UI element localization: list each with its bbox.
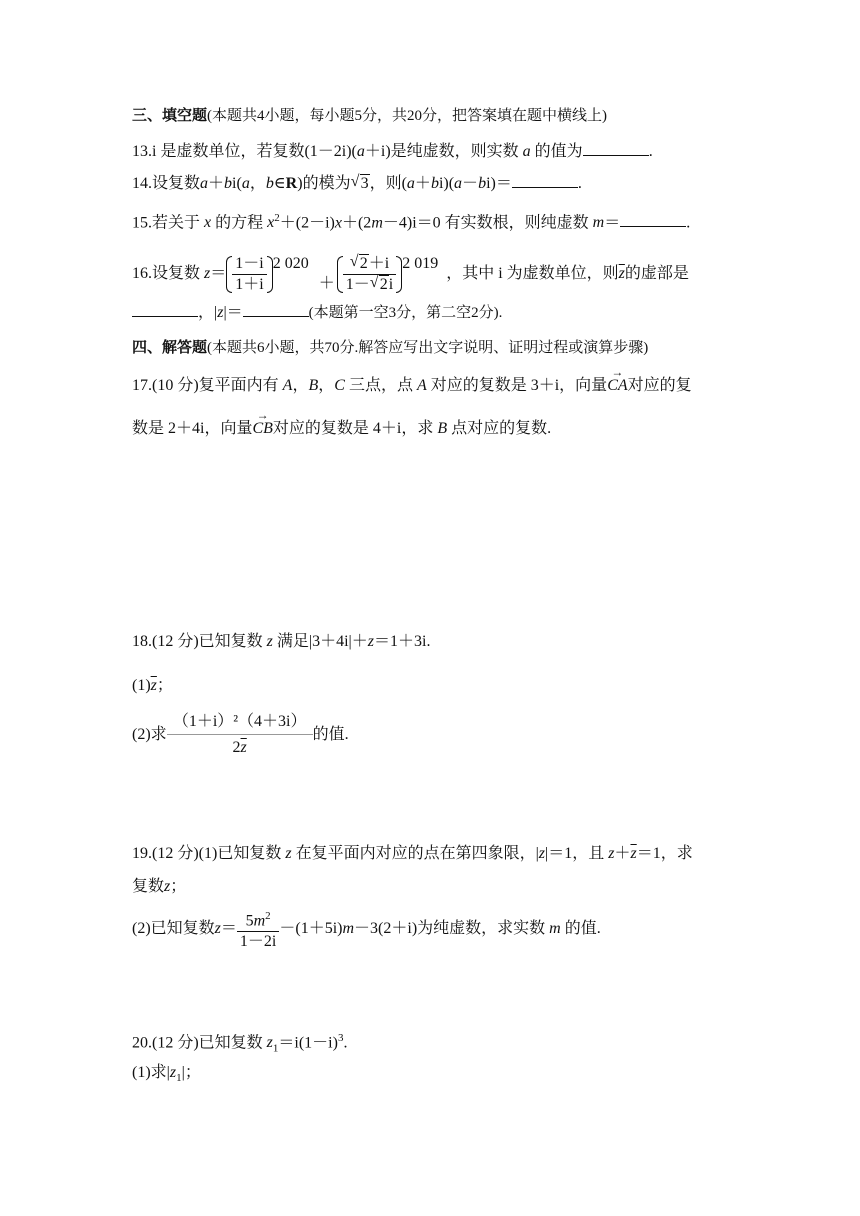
question-18-part-1 — [132, 675, 173, 697]
q17-point: B — [437, 420, 448, 437]
q14-text: 14.设复数 — [132, 175, 201, 192]
q14-var: b — [265, 175, 274, 192]
q15-text: ＋(2 — [341, 214, 372, 232]
q17-point: A — [282, 377, 293, 394]
question-20-part-1 — [132, 1062, 201, 1089]
q14-answer-blank[interactable] — [512, 173, 578, 188]
q15-var: m — [592, 214, 605, 232]
q19-fraction — [237, 906, 279, 952]
q19-text: ＝ — [220, 920, 237, 937]
q15-var: x — [334, 214, 342, 232]
q15-text: 15.若关于 — [132, 214, 201, 232]
q17-text: 对应的复数是 3＋i，向量 — [430, 377, 608, 394]
q14-var: a — [200, 175, 209, 192]
q16-f2-num-rad: 2 — [359, 254, 368, 272]
q18-text: 满足|3＋4i|＋ — [276, 633, 368, 650]
question-18-part-2 — [132, 708, 349, 762]
q16-plus: ＋ — [318, 275, 335, 292]
q14-var: a — [241, 175, 250, 192]
q19-var: z — [214, 920, 221, 937]
q19-conjugate-z: $\overline{z}$ — [630, 845, 637, 862]
q14-var: b — [430, 175, 439, 192]
section-4-note: (本题共6小题，共70分.解答应写出文字说明、证明过程或演算步骤) — [207, 340, 649, 356]
q16-fraction-1 — [226, 254, 272, 295]
q19-var: m — [342, 920, 355, 937]
section-3-title: 三、填空题 — [132, 106, 208, 124]
q17-text: 点对应的复数. — [451, 420, 552, 437]
q19-text: 复数 — [132, 878, 165, 895]
question-15: 15.若关于 x 的方程 $x^2+(2-i)x+(2m-4)i=0$ 有实数根，则纯虚数 m＝ . — [132, 212, 691, 232]
q19-text: ； — [170, 878, 187, 895]
q15-var: x — [267, 214, 275, 232]
q14-var: b — [224, 175, 233, 192]
q14-text: ，则( — [369, 175, 407, 192]
q19-num-coef: 5 — [245, 912, 254, 930]
q19-num-var: m — [253, 912, 266, 930]
q20-text: |； — [181, 1064, 201, 1081]
q16-answer-blank-2[interactable] — [243, 302, 309, 317]
q14-var: b — [478, 175, 487, 192]
q14-op: － — [462, 175, 479, 192]
q19-text: 在复平面内对应的点在第四象限，| — [295, 845, 539, 862]
q19-text: (2)已知复数 — [132, 920, 215, 937]
question-14: 14.设复数a＋bi(a，b∈R)的模为 √ 3，则(a＋bi)(a－bi)＝ . — [132, 173, 582, 195]
question-19 — [132, 843, 693, 865]
q17-point: A — [416, 377, 427, 394]
q13-text-1: 13.i 是虚数单位，若复数(1－2i)( — [132, 143, 357, 160]
q14-sqrt-arg: 3 — [360, 175, 369, 192]
section-3-heading — [132, 104, 607, 127]
q19-text: ＝1，求 — [636, 845, 693, 862]
q16-text: 16.设复数 — [132, 265, 201, 282]
q16-f1-den: 1＋i — [235, 275, 264, 293]
q15-square: 2 — [274, 212, 280, 224]
q20-text: . — [343, 1034, 348, 1052]
q15-var: x — [204, 214, 212, 232]
q15-text: ＝ — [604, 214, 621, 232]
question-16 — [132, 244, 689, 304]
q19-var: z — [285, 845, 292, 862]
q17-text: 对应的复数是 4＋i，求 — [272, 420, 434, 437]
q20-subscript: 1 — [272, 1042, 279, 1055]
q16-f2-num-rest: ＋i — [368, 254, 390, 272]
q16-text: 的虚部是 — [624, 265, 689, 282]
q14-var: a — [406, 175, 415, 192]
question-13: 13.i 是虚数单位，若复数(1－2i)(a＋i)是纯虚数，则实数 a 的值为 . — [132, 143, 653, 160]
q17-text: 数是 2＋4i，向量 — [132, 420, 253, 437]
q14-op: ＋ — [208, 175, 225, 192]
q17-vector-ca: → CA — [607, 375, 627, 397]
question-17-line-2 — [132, 418, 551, 440]
section-3-note: (本题共4小题，每小题5分，共20分，把答案填在题中横线上) — [207, 108, 608, 124]
q17-text: ， — [318, 377, 335, 394]
q14-real-set: R — [285, 175, 298, 192]
q17-text: 17.(10 分)复平面内有 — [132, 377, 279, 394]
q18-denominator — [167, 735, 313, 761]
q14-sqrt — [351, 173, 370, 195]
q15-text: －4)i＝0 有实数根，则纯虚数 — [382, 214, 589, 232]
q20-part-label: (1)求| — [132, 1064, 170, 1081]
question-17 — [132, 375, 692, 397]
q20-cube: 3 — [337, 1032, 344, 1044]
q18-part-label: (1) — [132, 677, 151, 694]
q16-f2-den-pre: 1－ — [345, 275, 370, 293]
question-19-line-2 — [132, 876, 186, 898]
q20-subscript: 1 — [176, 1072, 182, 1085]
q13-var: a — [356, 143, 365, 160]
q17-text: 三点，点 — [348, 377, 413, 394]
q18-den-coef: 2 — [232, 738, 241, 756]
q16-var: z — [217, 304, 224, 321]
q18-numerator: （1＋i）²（4＋3i） — [167, 710, 313, 735]
q20-text: ＝i(1－i) — [278, 1034, 338, 1052]
section-4-title: 四、解答题 — [132, 338, 208, 356]
question-16-line-2 — [132, 302, 502, 324]
q16-f1-num: 1－i — [232, 254, 266, 275]
q19-text: |＝1，且 — [545, 845, 605, 862]
q14-text: )的模为 — [297, 175, 351, 192]
q16-answer-blank-1[interactable] — [132, 302, 198, 317]
q18-var: z — [266, 633, 273, 650]
q16-text: ，| — [198, 304, 218, 321]
q16-conjugate-z: $\overline{z}$ — [618, 265, 625, 282]
q13-text-2: ＋i)是纯虚数，则实数 — [364, 143, 519, 160]
q18-var: z — [367, 633, 374, 650]
q19-text: ＋ — [614, 845, 631, 862]
q13-var-2: a — [522, 143, 531, 160]
q20-var: z — [169, 1064, 177, 1081]
q16-f2-num — [343, 254, 396, 275]
q19-num-square: 2 — [265, 910, 271, 923]
q19-var: z — [608, 845, 615, 862]
q15-answer-blank[interactable] — [620, 212, 686, 227]
q16-text: |＝ — [223, 304, 243, 321]
q16-fraction-2 — [337, 254, 402, 295]
q19-text: －3(2＋i)为纯虚数，求实数 — [354, 920, 546, 937]
q15-var: m — [371, 214, 383, 232]
q16-f2-den — [343, 275, 396, 295]
q19-text: 的值. — [564, 920, 601, 937]
q14-op: ∈ — [273, 175, 286, 192]
q19-numerator — [237, 906, 279, 932]
q18-text: ＝1＋3i. — [374, 633, 431, 650]
q19-text: 19.(12 分)(1)已知复数 — [132, 845, 282, 862]
q16-f2-den-post: i — [388, 275, 394, 293]
q17-point: B — [308, 377, 319, 394]
q18-text: 的值. — [312, 726, 349, 743]
q17-point: C — [334, 377, 345, 394]
q16-var: z — [204, 265, 211, 282]
q13-answer-blank[interactable] — [583, 141, 649, 156]
q18-text: ； — [156, 677, 173, 694]
q20-text: 20.(12 分)已知复数 — [132, 1034, 263, 1052]
q18-part-label: (2)求 — [132, 726, 167, 743]
q16-text: ＝ — [210, 265, 227, 282]
q14-op: ＋ — [414, 175, 431, 192]
q16-exponent-1: 2 020 — [272, 255, 309, 272]
q16-text: ，其中 i 为虚数单位，则 — [446, 265, 619, 282]
q14-text: i)＝ — [486, 175, 512, 192]
q19-text: －(1＋5i) — [279, 920, 343, 937]
q17-vector-cb: → CB — [252, 418, 272, 440]
q18-text: 18.(12 分)已知复数 — [132, 633, 263, 650]
q19-var: z — [538, 845, 546, 862]
q18-den-conjugate-z: $\overline{z}$ — [240, 738, 247, 756]
q16-exponent-2: 2 019 — [402, 255, 439, 272]
q16-note: (本题第一空3分，第二空2分). — [308, 305, 503, 321]
section-4-heading — [132, 336, 648, 359]
q15-text: ＋(2－i) — [279, 214, 335, 232]
question-18 — [132, 631, 430, 653]
q17-text: ， — [292, 377, 309, 394]
question-19-part-2 — [132, 904, 601, 954]
q19-denominator: 1－2i — [239, 933, 277, 951]
q17-text: 对应的复 — [627, 377, 692, 394]
q15-text: 的方程 — [215, 214, 264, 232]
q19-var: m — [549, 920, 561, 937]
q18-fraction — [167, 710, 313, 761]
q14-text: ， — [249, 175, 266, 192]
q14-var: a — [454, 175, 463, 192]
q13-text-3: 的值为 — [534, 143, 583, 160]
question-20 — [132, 1027, 347, 1060]
q19-var: z — [164, 878, 171, 895]
q18-conjugate-z: $\overline{z}$ — [150, 677, 157, 694]
q14-text: i)( — [438, 175, 455, 192]
q16-f2-den-rad: 2 — [379, 275, 388, 293]
q20-var: z — [266, 1034, 273, 1052]
q14-text: i( — [232, 175, 242, 192]
